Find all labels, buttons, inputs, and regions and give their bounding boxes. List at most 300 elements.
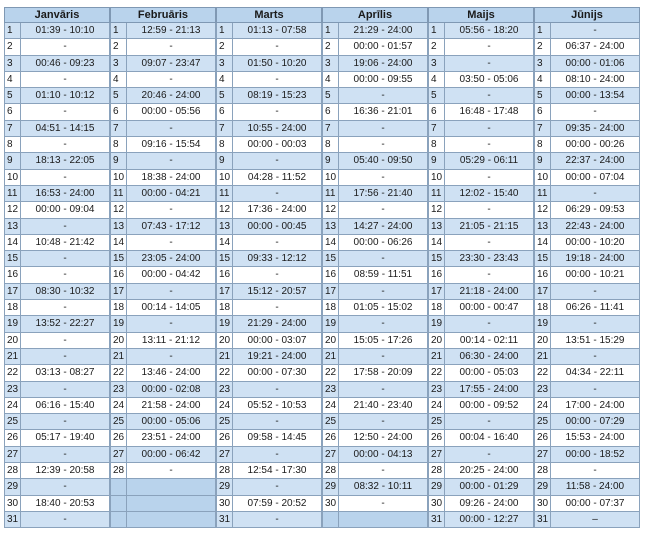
day-number: 22: [534, 365, 551, 380]
day-number: 14: [216, 235, 233, 250]
day-number: 2: [428, 39, 445, 54]
day-number: 5: [110, 88, 127, 103]
table-row: [110, 333, 216, 349]
time-range: -: [233, 186, 322, 201]
table-row: [428, 479, 534, 495]
time-range: 19:21 - 24:00: [233, 349, 322, 364]
table-row: [428, 430, 534, 446]
day-number: 11: [534, 186, 551, 201]
day-number: [110, 496, 127, 511]
day-number: 19: [110, 316, 127, 331]
table-row: [4, 316, 110, 332]
table-row: [428, 235, 534, 251]
day-number: 12: [534, 202, 551, 217]
table-row: [216, 284, 322, 300]
time-range: 08:10 - 24:00: [551, 72, 640, 87]
time-range: 00:00 - 04:21: [127, 186, 216, 201]
table-row: [534, 300, 640, 316]
day-number: [322, 512, 339, 527]
day-number: 18: [428, 300, 445, 315]
time-range: 21:05 - 21:15: [445, 219, 534, 234]
time-range: 04:34 - 22:11: [551, 365, 640, 380]
day-number: 6: [216, 104, 233, 119]
table-row: [110, 414, 216, 430]
time-range: 06:26 - 11:41: [551, 300, 640, 315]
day-number: 25: [428, 414, 445, 429]
table-row: [216, 23, 322, 39]
time-range: 12:50 - 24:00: [339, 430, 428, 445]
time-range: -: [445, 88, 534, 103]
day-number: 8: [216, 137, 233, 152]
table-row: [216, 333, 322, 349]
time-range: 12:39 - 20:58: [21, 463, 110, 478]
time-range: 16:53 - 24:00: [21, 186, 110, 201]
time-range: 00:14 - 02:11: [445, 333, 534, 348]
table-row: [216, 137, 322, 153]
time-range: 08:59 - 11:51: [339, 267, 428, 282]
month-header: Janvāris: [4, 7, 110, 23]
time-range: 06:29 - 09:53: [551, 202, 640, 217]
table-row: [4, 333, 110, 349]
table-row: [4, 56, 110, 72]
table-row: [216, 463, 322, 479]
time-range: 09:58 - 14:45: [233, 430, 322, 445]
month-column: [428, 7, 534, 528]
time-range: 13:46 - 24:00: [127, 365, 216, 380]
table-row: [4, 382, 110, 398]
time-range: 07:43 - 17:12: [127, 219, 216, 234]
table-row: [4, 88, 110, 104]
table-row: [322, 121, 428, 137]
time-range: -: [551, 382, 640, 397]
day-number: 28: [322, 463, 339, 478]
time-range: -: [233, 479, 322, 494]
time-range: 12:59 - 21:13: [127, 23, 216, 38]
time-range: -: [21, 219, 110, 234]
day-number: 29: [534, 479, 551, 494]
table-row: [534, 447, 640, 463]
table-row: [4, 349, 110, 365]
day-number: 27: [216, 447, 233, 462]
day-number: 1: [4, 23, 21, 38]
table-row: [534, 153, 640, 169]
time-range: -: [21, 479, 110, 494]
table-row: [322, 398, 428, 414]
table-row: [534, 23, 640, 39]
table-row: [216, 382, 322, 398]
day-number: 17: [534, 284, 551, 299]
day-number: 19: [4, 316, 21, 331]
time-range: -: [233, 300, 322, 315]
table-row: [428, 463, 534, 479]
table-row: [110, 121, 216, 137]
time-range: 23:05 - 24:00: [127, 251, 216, 266]
time-range: 05:17 - 19:40: [21, 430, 110, 445]
day-number: 26: [110, 430, 127, 445]
table-row: [110, 365, 216, 381]
table-row: [322, 39, 428, 55]
day-number: [110, 479, 127, 494]
time-range: -: [445, 447, 534, 462]
time-range: -: [127, 316, 216, 331]
day-number: 23: [4, 382, 21, 397]
time-range: 00:00 - 04:13: [339, 447, 428, 462]
day-number: 1: [534, 23, 551, 38]
time-range: 05:56 - 18:20: [445, 23, 534, 38]
table-row: [110, 104, 216, 120]
day-number: 3: [4, 56, 21, 71]
time-range: -: [233, 104, 322, 119]
table-row: [322, 153, 428, 169]
time-range: -: [21, 382, 110, 397]
table-row: [4, 284, 110, 300]
table-row: [428, 349, 534, 365]
time-range: 00:00 - 04:42: [127, 267, 216, 282]
table-row: [4, 235, 110, 251]
day-number: 15: [4, 251, 21, 266]
day-number: 22: [110, 365, 127, 380]
time-range: -: [445, 202, 534, 217]
time-range: 17:56 - 21:40: [339, 186, 428, 201]
day-number: 30: [428, 496, 445, 511]
time-range: -: [21, 170, 110, 185]
day-number: 20: [428, 333, 445, 348]
day-number: 26: [216, 430, 233, 445]
table-row: [110, 267, 216, 283]
table-row: [4, 202, 110, 218]
table-row: [110, 186, 216, 202]
day-number: 18: [534, 300, 551, 315]
day-number: 20: [322, 333, 339, 348]
time-range: 10:48 - 21:42: [21, 235, 110, 250]
table-row: [322, 137, 428, 153]
day-number: 25: [216, 414, 233, 429]
day-number: 22: [216, 365, 233, 380]
day-number: 1: [216, 23, 233, 38]
day-number: 13: [216, 219, 233, 234]
day-number: 2: [534, 39, 551, 54]
day-number: 27: [4, 447, 21, 462]
time-range: 00:00 - 05:56: [127, 104, 216, 119]
table-row: [534, 365, 640, 381]
table-row: [322, 333, 428, 349]
day-number: 27: [428, 447, 445, 462]
time-range: 00:00 - 09:55: [339, 72, 428, 87]
time-range: 18:38 - 24:00: [127, 170, 216, 185]
table-row: [534, 398, 640, 414]
day-number: 4: [428, 72, 445, 87]
table-row: [322, 56, 428, 72]
time-range: 00:00 - 10:20: [551, 235, 640, 250]
time-range: 00:00 - 01:57: [339, 39, 428, 54]
table-row: [4, 23, 110, 39]
day-number: 15: [216, 251, 233, 266]
day-number: 24: [322, 398, 339, 413]
time-range: 22:37 - 24:00: [551, 153, 640, 168]
time-range: -: [127, 72, 216, 87]
table-row: [4, 365, 110, 381]
table-row: [110, 235, 216, 251]
time-range: -: [127, 349, 216, 364]
time-range: 17:36 - 24:00: [233, 202, 322, 217]
time-range: –: [551, 512, 640, 527]
table-row: [110, 88, 216, 104]
table-row: [322, 316, 428, 332]
day-number: 22: [322, 365, 339, 380]
table-row: [110, 463, 216, 479]
table-row: [4, 479, 110, 495]
day-number: 29: [216, 479, 233, 494]
day-number: 9: [4, 153, 21, 168]
table-row: [216, 39, 322, 55]
day-number: 20: [216, 333, 233, 348]
time-range: 16:36 - 21:01: [339, 104, 428, 119]
day-number: 23: [534, 382, 551, 397]
day-number: 19: [216, 316, 233, 331]
time-range: 19:18 - 24:00: [551, 251, 640, 266]
table-row: [428, 496, 534, 512]
time-range: -: [21, 333, 110, 348]
table-row: [322, 186, 428, 202]
time-range: -: [233, 414, 322, 429]
table-row: [110, 219, 216, 235]
day-number: 2: [110, 39, 127, 54]
table-row: [428, 333, 534, 349]
time-range: -: [339, 382, 428, 397]
time-range: 21:29 - 24:00: [233, 316, 322, 331]
time-range: -: [445, 121, 534, 136]
time-range: -: [445, 414, 534, 429]
day-number: 3: [216, 56, 233, 71]
table-row: [322, 430, 428, 446]
table-row: [322, 447, 428, 463]
day-number: 29: [428, 479, 445, 494]
time-range: 23:30 - 23:43: [445, 251, 534, 266]
month-header: Jūnijs: [534, 7, 640, 23]
day-number: 15: [428, 251, 445, 266]
time-range: 09:26 - 24:00: [445, 496, 534, 511]
time-range: -: [551, 316, 640, 331]
day-number: 13: [110, 219, 127, 234]
table-row: [216, 349, 322, 365]
day-number: 28: [534, 463, 551, 478]
table-row: [534, 186, 640, 202]
month-column: [322, 7, 428, 528]
day-number: 8: [322, 137, 339, 152]
time-range: 00:00 - 07:30: [233, 365, 322, 380]
table-row: [110, 382, 216, 398]
day-number: 25: [534, 414, 551, 429]
table-row: [322, 414, 428, 430]
time-range: 15:53 - 24:00: [551, 430, 640, 445]
table-row: [216, 496, 322, 512]
time-range: 09:35 - 24:00: [551, 121, 640, 136]
table-row: [534, 512, 640, 528]
table-row: [110, 349, 216, 365]
time-range: 00:00 - 01:29: [445, 479, 534, 494]
time-range: 04:28 - 11:52: [233, 170, 322, 185]
day-number: 3: [534, 56, 551, 71]
time-range: 00:04 - 16:40: [445, 430, 534, 445]
table-row: [4, 414, 110, 430]
table-row: [322, 479, 428, 495]
day-number: 3: [110, 56, 127, 71]
time-range: -: [21, 267, 110, 282]
table-row: [322, 382, 428, 398]
time-range: -: [21, 512, 110, 527]
day-number: 19: [428, 316, 445, 331]
table-row: [110, 479, 216, 495]
day-number: [110, 512, 127, 527]
table-row: [4, 496, 110, 512]
day-number: 10: [4, 170, 21, 185]
month-header: Aprīlis: [322, 7, 428, 23]
table-row: [216, 72, 322, 88]
time-range: 04:51 - 14:15: [21, 121, 110, 136]
time-range: -: [233, 72, 322, 87]
day-number: 24: [428, 398, 445, 413]
day-number: 23: [322, 382, 339, 397]
day-number: 10: [534, 170, 551, 185]
day-number: 8: [110, 137, 127, 152]
day-number: 11: [428, 186, 445, 201]
day-number: 4: [534, 72, 551, 87]
day-number: 21: [216, 349, 233, 364]
time-range: 00:00 - 00:26: [551, 137, 640, 152]
time-range: 21:40 - 23:40: [339, 398, 428, 413]
day-number: 14: [110, 235, 127, 250]
time-range: 21:58 - 24:00: [127, 398, 216, 413]
time-range: 09:07 - 23:47: [127, 56, 216, 71]
time-range: 00:46 - 09:23: [21, 56, 110, 71]
day-number: 9: [110, 153, 127, 168]
time-range: [127, 496, 216, 511]
day-number: 9: [322, 153, 339, 168]
table-row: [428, 153, 534, 169]
time-range: -: [339, 284, 428, 299]
table-row: [322, 349, 428, 365]
table-row: [110, 72, 216, 88]
table-row: [216, 88, 322, 104]
day-number: 26: [4, 430, 21, 445]
table-row: [110, 496, 216, 512]
time-range: 00:00 - 06:42: [127, 447, 216, 462]
table-row: [216, 398, 322, 414]
table-row: [534, 496, 640, 512]
table-row: [4, 430, 110, 446]
time-range: 05:52 - 10:53: [233, 398, 322, 413]
day-number: 15: [110, 251, 127, 266]
day-number: 5: [4, 88, 21, 103]
table-row: [534, 463, 640, 479]
table-row: [428, 104, 534, 120]
table-row: [4, 251, 110, 267]
time-range: 00:14 - 14:05: [127, 300, 216, 315]
table-row: [322, 463, 428, 479]
day-number: 28: [428, 463, 445, 478]
table-row: [534, 349, 640, 365]
day-number: 18: [216, 300, 233, 315]
time-range: 00:00 - 10:21: [551, 267, 640, 282]
table-row: [534, 219, 640, 235]
time-range: -: [445, 170, 534, 185]
day-number: 16: [110, 267, 127, 282]
table-row: [110, 251, 216, 267]
table-row: [428, 300, 534, 316]
time-range: -: [21, 251, 110, 266]
table-row: [4, 186, 110, 202]
month-column: [534, 7, 640, 528]
table-row: [216, 267, 322, 283]
time-range: 08:19 - 15:23: [233, 88, 322, 103]
table-row: [4, 447, 110, 463]
day-number: 15: [322, 251, 339, 266]
time-range: 06:16 - 15:40: [21, 398, 110, 413]
day-number: 7: [534, 121, 551, 136]
day-number: 7: [322, 121, 339, 136]
time-range: 15:12 - 20:57: [233, 284, 322, 299]
day-number: 22: [428, 365, 445, 380]
time-range: 10:55 - 24:00: [233, 121, 322, 136]
table-row: [216, 479, 322, 495]
table-row: [216, 300, 322, 316]
time-range: 21:29 - 24:00: [339, 23, 428, 38]
table-row: [534, 202, 640, 218]
month-header: Marts: [216, 7, 322, 23]
time-range: -: [233, 512, 322, 527]
day-number: 30: [534, 496, 551, 511]
time-range: 00:00 - 00:45: [233, 219, 322, 234]
day-number: 6: [4, 104, 21, 119]
day-number: 16: [534, 267, 551, 282]
time-range: 01:39 - 10:10: [21, 23, 110, 38]
time-range: -: [127, 39, 216, 54]
day-number: 9: [534, 153, 551, 168]
time-range: [127, 512, 216, 527]
time-range: -: [233, 447, 322, 462]
day-number: 8: [4, 137, 21, 152]
time-range: 07:59 - 20:52: [233, 496, 322, 511]
time-range: 01:13 - 07:58: [233, 23, 322, 38]
table-row: [322, 300, 428, 316]
day-number: 22: [4, 365, 21, 380]
table-row: [534, 235, 640, 251]
table-row: [534, 382, 640, 398]
table-row: [534, 88, 640, 104]
time-range: -: [551, 23, 640, 38]
day-number: 21: [322, 349, 339, 364]
day-number: 16: [322, 267, 339, 282]
table-row: [534, 430, 640, 446]
table-row: [4, 39, 110, 55]
table-row: [4, 463, 110, 479]
time-range: 00:00 - 07:04: [551, 170, 640, 185]
table-row: [322, 235, 428, 251]
day-number: 10: [110, 170, 127, 185]
day-number: 13: [534, 219, 551, 234]
table-row: [428, 170, 534, 186]
time-range: -: [127, 153, 216, 168]
time-range: -: [21, 72, 110, 87]
table-row: [322, 365, 428, 381]
day-number: 25: [4, 414, 21, 429]
time-range: -: [339, 414, 428, 429]
day-number: 12: [4, 202, 21, 217]
time-range: -: [21, 137, 110, 152]
day-number: 24: [534, 398, 551, 413]
day-number: 17: [216, 284, 233, 299]
time-range: -: [127, 121, 216, 136]
